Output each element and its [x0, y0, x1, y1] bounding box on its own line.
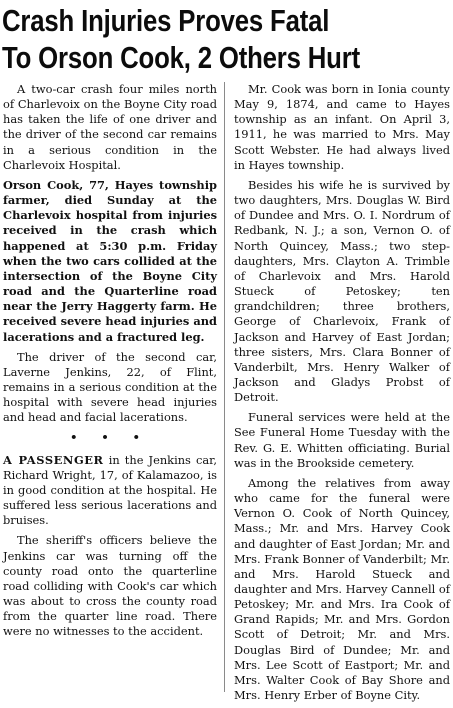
headline-line-1: Crash Injuries Proves Fatal — [2, 3, 330, 38]
passenger-rest: in the Jenkins car, Richard Wright, 17, of Kalamazoo, is in good condition at the hospital. He suffered less serious lacerations and bruises. — [3, 452, 217, 528]
left-column — [3, 82, 217, 644]
paragraph-survivors: Besides his wife he is survived by two daughters, Mrs. Douglas W. Bird of Dundee and Mrs. O. I. Nordrum of Redbank, N. J.; a son, Vernon O. of North Quincey, Mass.; two step-daughters, Mrs. Clayton A. Trimble of Charlevoix and Mrs. Harold Stueck of Petoskey; ten grandchildren; three brothers, George of Charlevoix, Frank of Jackson and Harvey of East Jordan; three sisters, Mrs. Clara Bonner of Vanderbilt, Mrs. Henry Walker of Jackson and Gladys Probst of Detroit. — [234, 177, 450, 405]
section-separator: • • • — [70, 430, 150, 445]
paragraph-sheriff: The sheriff's officers believe the Jenkins car was turning off the county road onto the quarterline road colliding with Cook's car which was about to cross the county road from the quarter line road. There were no witnesses to the accident. — [3, 533, 217, 639]
paragraph-orson-cook-death: Orson Cook, 77, Hayes township farmer, died Sunday at the Charlevoix hospital from injuries received in the crash which happened at 5:30 p.m. Friday when the two cars collided at the intersection of the Boyne City road and the Quarterline road near the Jerry Haggerty farm. He received severe head injuries and lacerations and a fractured leg. — [3, 177, 217, 344]
paragraph-funeral: Funeral services were held at the See Funeral Home Tuesday with the Rev. G. E. Whitten officiating. Burial was in the Brookside cemetery. — [234, 410, 450, 470]
passenger-lead: A PASSENGER — [3, 452, 104, 467]
headline-line-2: To Orson Cook, 2 Others Hurt — [2, 40, 360, 75]
paragraph-passenger — [3, 453, 217, 529]
column-divider — [224, 82, 225, 692]
paragraph-second-driver: The driver of the second car, Laverne Jenkins, 22, of Flint, remains in a serious condition at the hospital with severe head injuries and head and facial lacerations. — [3, 349, 217, 425]
paragraph-relatives: Among the relatives from away who came for the funeral were Vernon O. Cook of North Quincey, Mass.; Mr. and Mrs. Harvey Cook and daughter of East Jordan; Mr. and Mrs. Frank Bonner of Vanderbilt; Mr. and Mrs. Harold Stueck and daughter and Mrs. Harvey Cannell of Petoskey; Mr. and Mrs. Ira Cook of Grand Rapids; Mr. and Mrs. Gordon Scott of Detroit; Mr. and Mrs. Douglas Bird of Dundee; Mr. and Mrs. Lee Scott of Eastport; Mr. and Mrs. Walter Cook of Bay Shore and Mrs. Henry Erber of Boyne City. — [234, 475, 450, 703]
right-column — [234, 82, 450, 708]
headline — [2, 2, 375, 76]
paragraph-biography: Mr. Cook was born in Ionia county May 9, 1874, and came to Hayes township as an infant. On April 3, 1911, he was married to Mrs. May Scott Webster. He had always lived in Hayes township. — [234, 82, 450, 172]
paragraph-crash-summary: A two-car crash four miles north of Charlevoix on the Boyne City road has taken the life of one driver and the driver of the second car remains in a serious condition in the Charlevoix Hospital. — [3, 82, 217, 172]
